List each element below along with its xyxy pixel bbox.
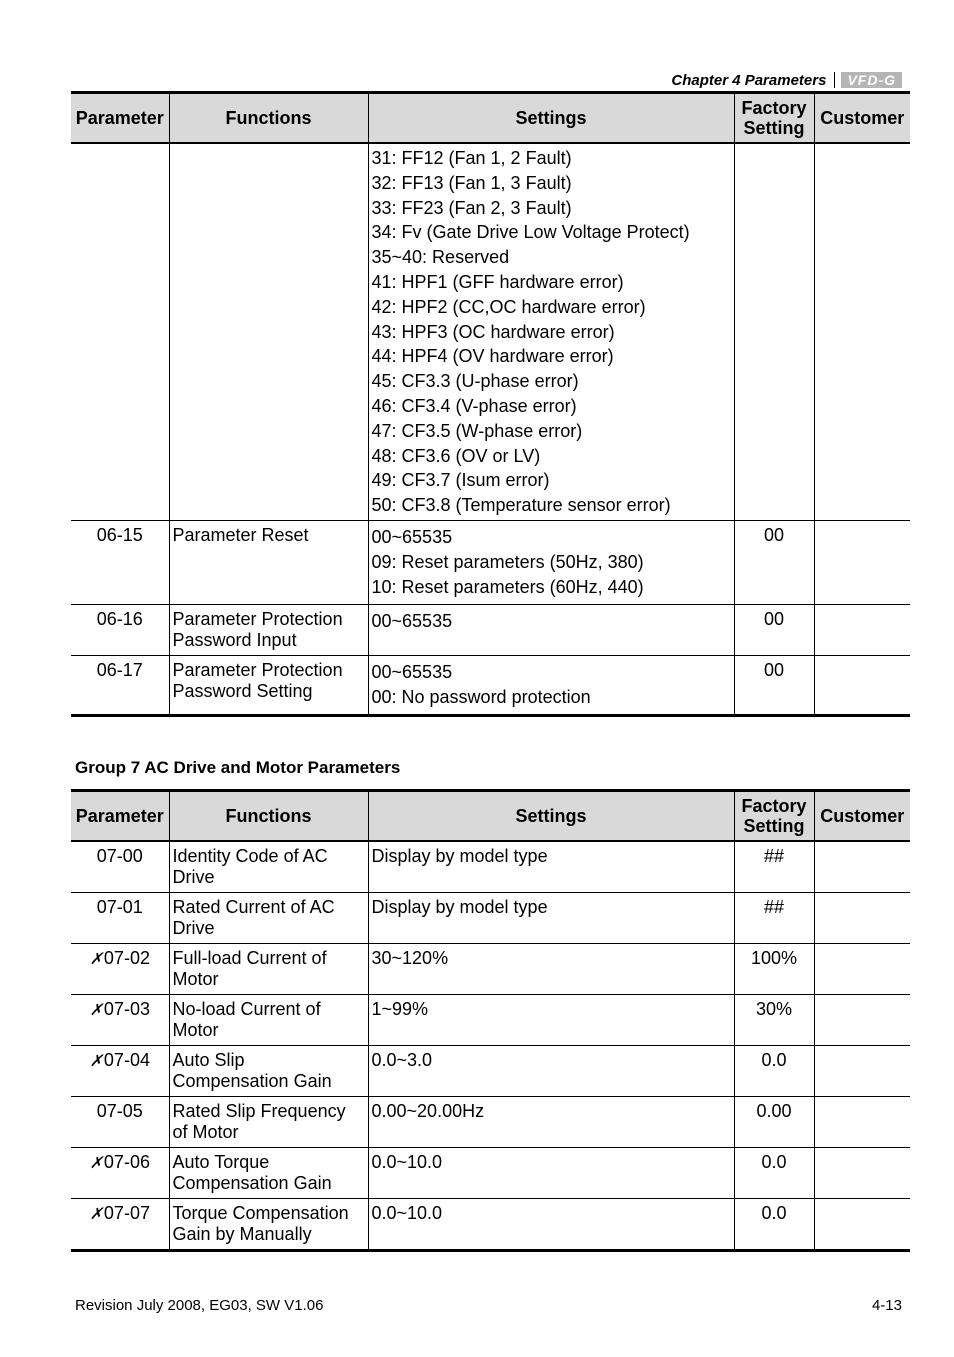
header-divider	[834, 72, 835, 88]
setting-option: 35~40: Reserved	[371, 247, 510, 268]
param-cell	[71, 841, 169, 893]
factory-cell: 0.0	[734, 1148, 814, 1199]
setting-option: 32: FF13 (Fan 1, 3 Fault)	[371, 172, 572, 193]
table-header-row	[71, 791, 910, 842]
param-cell	[71, 893, 169, 944]
setting-option: 46: CF3.4 (V-phase error)	[371, 395, 577, 416]
param-cell	[71, 1199, 169, 1251]
param-cell	[71, 1046, 169, 1097]
function-cell: Auto Slip Compensation Gain	[169, 1046, 368, 1097]
param-code: 07-00	[96, 846, 143, 866]
editable-while-running-icon: ✗	[89, 951, 103, 968]
customer-cell	[814, 1148, 910, 1199]
factory-label-line1: Factory	[741, 98, 807, 118]
function-cell: Parameter Protection Password Input	[169, 604, 368, 655]
chapter-title: Chapter 4 Parameters	[671, 71, 827, 89]
setting-option: 00~65535	[371, 661, 453, 682]
col-header-customer: Customer	[814, 791, 910, 842]
table-row	[71, 520, 910, 604]
factory-label-line2: Setting	[743, 816, 805, 836]
param-code: 07-04	[103, 1050, 150, 1070]
setting-option: 33: FF23 (Fan 2, 3 Fault)	[371, 197, 572, 218]
revision-footer: Revision July 2008, EG03, SW V1.06	[75, 1297, 324, 1314]
setting-option: 31: FF12 (Fan 1, 2 Fault)	[371, 148, 572, 168]
function-cell: Parameter Protection Password Setting	[169, 655, 368, 715]
param-code: 07-05	[96, 1101, 143, 1121]
col-header-customer: Customer	[814, 93, 910, 144]
customer-cell	[814, 655, 910, 715]
param-cell: 06-17	[71, 655, 169, 715]
col-header-parameter: Parameter	[71, 93, 169, 144]
setting-option: 09: Reset parameters (50Hz, 380)	[371, 551, 644, 572]
setting-option: 44: HPF4 (OV hardware error)	[371, 346, 614, 367]
table-row	[71, 655, 910, 715]
customer-cell	[814, 604, 910, 655]
param-code: 07-06	[103, 1152, 150, 1172]
table-row	[71, 1148, 910, 1199]
factory-cell: 00	[734, 520, 814, 604]
function-cell: Parameter Reset	[169, 520, 368, 604]
col-header-functions: Functions	[169, 93, 368, 144]
editable-while-running-icon: ✗	[89, 1053, 103, 1070]
setting-option: 45: CF3.3 (U-phase error)	[371, 371, 579, 392]
factory-cell: ##	[734, 841, 814, 893]
settings-cell: 1~99%	[368, 995, 734, 1046]
col-header-settings: Settings	[368, 791, 734, 842]
function-cell: Rated Slip Frequency of Motor	[169, 1097, 368, 1148]
settings-cell	[368, 520, 734, 604]
param-cell	[71, 1097, 169, 1148]
customer-cell	[814, 520, 910, 604]
customer-cell	[814, 143, 910, 520]
setting-option: 00~65535	[371, 526, 453, 547]
setting-option: 00~65535	[371, 610, 453, 631]
customer-cell	[814, 1097, 910, 1148]
param-cell	[71, 995, 169, 1046]
factory-cell: 00	[734, 655, 814, 715]
settings-cell: 0.0~10.0	[368, 1199, 734, 1251]
factory-cell: ##	[734, 893, 814, 944]
col-header-factory-setting	[734, 93, 814, 144]
function-cell: Rated Current of AC Drive	[169, 893, 368, 944]
customer-cell	[814, 1046, 910, 1097]
setting-option: 49: CF3.7 (Isum error)	[371, 470, 550, 491]
table-row	[71, 1199, 910, 1251]
param-cell	[71, 944, 169, 995]
customer-cell	[814, 1199, 910, 1251]
function-cell	[169, 143, 368, 520]
param-code: 07-01	[96, 897, 143, 917]
factory-cell: 0.0	[734, 1199, 814, 1251]
setting-option: 10: Reset parameters (60Hz, 440)	[371, 576, 644, 597]
factory-cell	[734, 143, 814, 520]
setting-option: 48: CF3.6 (OV or LV)	[371, 445, 541, 466]
page-number: 4-13	[871, 1297, 902, 1314]
col-header-functions: Functions	[169, 791, 368, 842]
param-code: 07-03	[103, 999, 150, 1019]
col-header-parameter: Parameter	[71, 791, 169, 842]
editable-while-running-icon: ✗	[89, 1155, 103, 1172]
param-cell	[71, 1148, 169, 1199]
customer-cell	[814, 841, 910, 893]
table-row	[71, 995, 910, 1046]
group-7-title: Group 7 AC Drive and Motor Parameters	[75, 758, 401, 777]
page-header	[671, 70, 902, 90]
function-cell: Auto Torque Compensation Gain	[169, 1148, 368, 1199]
setting-option: 42: HPF2 (CC,OC hardware error)	[371, 296, 646, 317]
setting-option: 00: No password protection	[371, 686, 591, 707]
factory-cell: 00	[734, 604, 814, 655]
settings-cell: Display by model type	[368, 893, 734, 944]
factory-label-line2: Setting	[743, 118, 805, 138]
setting-option: 47: CF3.5 (W-phase error)	[371, 420, 583, 441]
param-cell	[71, 143, 169, 520]
settings-cell: 30~120%	[368, 944, 734, 995]
parameter-table-group6	[71, 91, 910, 717]
col-header-settings: Settings	[368, 93, 734, 144]
function-cell: Identity Code of AC Drive	[169, 841, 368, 893]
settings-cell: Display by model type	[368, 841, 734, 893]
param-code: 07-02	[103, 948, 150, 968]
customer-cell	[814, 995, 910, 1046]
param-code: 07-07	[103, 1203, 150, 1223]
customer-cell	[814, 893, 910, 944]
param-cell: 06-16	[71, 604, 169, 655]
table-row	[71, 944, 910, 995]
param-cell: 06-15	[71, 520, 169, 604]
editable-while-running-icon: ✗	[89, 1206, 103, 1223]
function-cell: Full-load Current of Motor	[169, 944, 368, 995]
settings-cell	[368, 143, 734, 520]
function-cell: Torque Compensation Gain by Manually	[169, 1199, 368, 1251]
factory-label-line1: Factory	[741, 796, 807, 816]
customer-cell	[814, 944, 910, 995]
vfd-g-logo: VFD-G	[841, 72, 902, 88]
settings-cell: 0.0~10.0	[368, 1148, 734, 1199]
factory-cell: 30%	[734, 995, 814, 1046]
table-row	[71, 604, 910, 655]
setting-option: 34: Fv (Gate Drive Low Voltage Protect)	[371, 222, 690, 243]
setting-option: 50: CF3.8 (Temperature sensor error)	[371, 495, 671, 516]
function-cell: No-load Current of Motor	[169, 995, 368, 1046]
settings-cell	[368, 655, 734, 715]
table-row	[71, 893, 910, 944]
table-row	[71, 1097, 910, 1148]
parameter-table-group7	[71, 789, 910, 1252]
table-row	[71, 841, 910, 893]
setting-option: 43: HPF3 (OC hardware error)	[371, 321, 615, 342]
factory-cell: 0.00	[734, 1097, 814, 1148]
settings-cell: 0.0~3.0	[368, 1046, 734, 1097]
setting-option: 41: HPF1 (GFF hardware error)	[371, 271, 624, 292]
settings-cell: 0.00~20.00Hz	[368, 1097, 734, 1148]
factory-cell: 0.0	[734, 1046, 814, 1097]
col-header-factory-setting	[734, 791, 814, 842]
editable-while-running-icon: ✗	[89, 1002, 103, 1019]
table-header-row	[71, 93, 910, 144]
factory-cell: 100%	[734, 944, 814, 995]
table-row-continuation	[71, 143, 910, 520]
table-row	[71, 1046, 910, 1097]
settings-cell	[368, 604, 734, 655]
